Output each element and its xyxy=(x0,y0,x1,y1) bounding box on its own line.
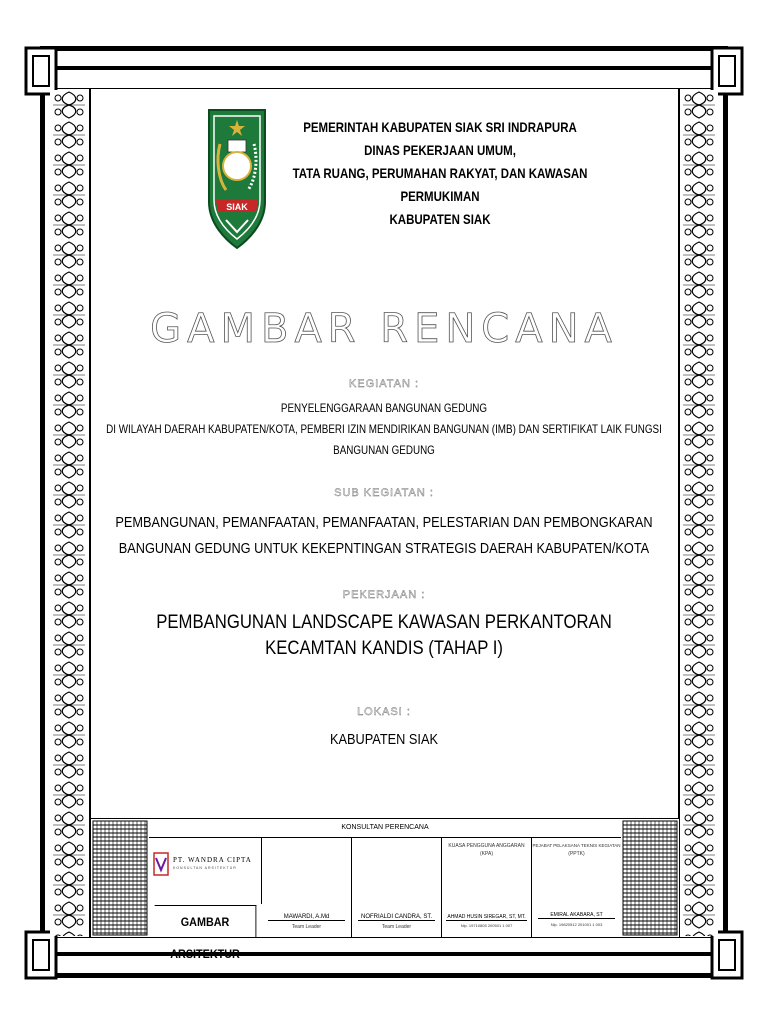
kegiatan-line: BANGUNAN GEDUNG xyxy=(333,443,435,457)
signer-role: Team Leader xyxy=(291,924,322,930)
company-cell xyxy=(149,838,262,904)
kegiatan-label: KEGIATAN : xyxy=(348,378,420,390)
signer-cell xyxy=(352,838,442,937)
kegiatan-line: DI WILAYAH DAERAH KABUPATEN/KOTA, PEMBERI IZIN MENDIRIKAN BANGUNAN (IMB) DAN SERTIFIKAT LAIK FUNGSI xyxy=(106,422,662,436)
signer-name: MAWARDI, A.Md xyxy=(268,914,345,921)
pekerjaan-line: PEMBANGUNAN LANDSCAPE KAWASAN PERKANTORAN xyxy=(156,612,612,633)
header-line: DINAS PEKERJAAN UMUM, xyxy=(364,142,516,158)
corner-ornament-icon xyxy=(24,46,58,96)
kpa-abbr: (KPA) xyxy=(480,851,493,857)
corner-ornament-icon xyxy=(710,46,744,96)
company-sub: KONSULTAN ARSITEKTUR xyxy=(173,866,237,870)
kpa-cell xyxy=(442,838,532,937)
pptk-abbr: (PPTK) xyxy=(568,851,585,857)
pekerjaan-text xyxy=(125,610,642,662)
lokasi-label: LOKASI : xyxy=(357,706,411,718)
kegiatan-line: PENYELENGGARAAN BANGUNAN GEDUNG xyxy=(280,401,488,415)
pekerjaan-label: PEKERJAAN : xyxy=(342,589,426,601)
signer-name: EMIRAL AKABARA, ST xyxy=(538,912,615,919)
kpa-label: KUASA PENGGUNA ANGGARAN xyxy=(448,843,525,849)
company-logo-icon xyxy=(153,852,169,876)
lokasi-value: KABUPATEN SIAK xyxy=(330,731,438,748)
sub-kegiatan-line: BANGUNAN GEDUNG UNTUK KEKEPNTINGAN STRATEGIS DAERAH KABUPATEN/KOTA xyxy=(118,540,650,557)
signer-role: Team Leader xyxy=(381,924,412,930)
siak-emblem-icon xyxy=(206,104,268,252)
page-title: GAMBAR RENCANA xyxy=(150,306,618,352)
agency-header xyxy=(268,116,612,231)
title-block xyxy=(90,818,680,961)
sub-kegiatan-label: SUB KEGIATAN : xyxy=(334,487,434,499)
pekerjaan-line: KECAMTAN KANDIS (TAHAP I) xyxy=(265,638,503,659)
pptk-cell xyxy=(532,838,621,937)
konsultan-label: KONSULTAN PERENCANA xyxy=(149,819,621,838)
signer-name: NOFRIALDI CANDRA, ST. xyxy=(358,914,435,921)
right-ornament-border-icon xyxy=(680,90,718,936)
header-line: TATA RUANG, PERUMAHAN RAKYAT, DAN KAWASAN xyxy=(292,165,588,181)
header-line: PEMERINTAH KABUPATEN SIAK SRI INDRAPURA xyxy=(303,119,577,135)
signer-name: AHMAD HUSIN SIREGAR, ST, MT. xyxy=(447,914,526,920)
drawing-type: GAMBAR ARSITEKTUR xyxy=(155,905,257,938)
header-line: PERMUKIMAN xyxy=(400,188,480,204)
corner-ornament-icon xyxy=(710,930,744,980)
corner-ornament-icon xyxy=(24,930,58,980)
signer-role: Nip. 19710805 200501 1 007 xyxy=(460,923,513,928)
pptk-label: PEJABAT PELAKSANA TEKNIS KEGIATAN xyxy=(532,843,621,848)
kegiatan-text xyxy=(106,398,662,461)
logo-text: SIAK xyxy=(226,202,248,212)
hatched-panel-icon xyxy=(91,819,149,937)
hatched-panel-icon xyxy=(621,819,679,937)
signer-role: Nip. 19820512 201001 1 003 xyxy=(550,922,603,927)
sub-kegiatan-line: PEMBANGUNAN, PEMANFAATAN, PEMANFAATAN, PELESTARIAN DAN PEMBONGKARAN xyxy=(115,514,653,531)
company-name: PT. WANDRA CIPTA xyxy=(173,856,252,864)
sub-kegiatan-text xyxy=(115,510,653,562)
header-line: KABUPATEN SIAK xyxy=(389,211,491,227)
signer-cell xyxy=(262,838,352,937)
